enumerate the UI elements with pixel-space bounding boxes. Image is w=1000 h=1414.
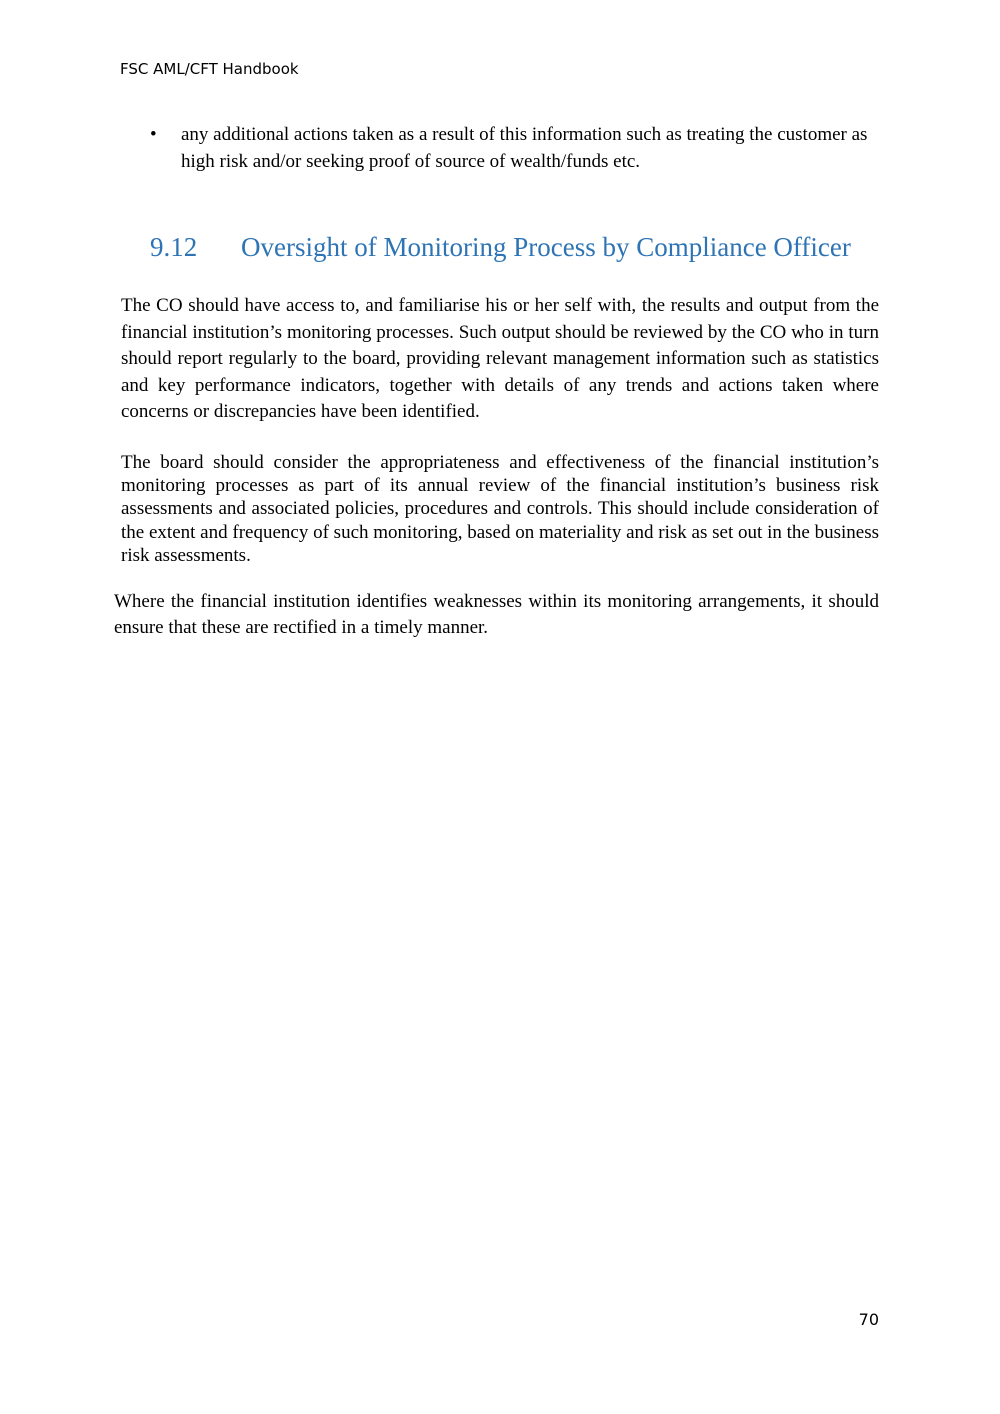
paragraph-weaknesses: Where the financial institution identifies weaknesses within its monitoring arrangements, it should ensure that these are rectified in a timely manner.	[114, 591, 879, 638]
section-title: Oversight of Monitoring Process by Compliance Officer	[241, 232, 851, 262]
list-item-text: any additional actions taken as a result of this information such as treating the customer as high risk and/or seeking proof of source of wealth/funds etc.	[181, 124, 868, 172]
list-item	[150, 121, 880, 175]
page-number: 70	[858, 1310, 879, 1329]
section-number: 9.12	[150, 232, 198, 262]
paragraph-board-review: The board should consider the appropriateness and effectiveness of the financial institution’s monitoring processes as part of its annual review of the financial institution’s business risk assessments and associated policies, procedures and controls. This should include consideration of the extent and frequency of such monitoring, based on materiality and risk as set out in the business risk assessments.	[121, 452, 879, 566]
bullet-icon: •	[150, 124, 157, 145]
section-heading	[150, 229, 851, 265]
paragraph-co-access: The CO should have access to, and familiarise his or her self with, the results and output from the financial institution’s monitoring processes. Such output should be reviewed by the CO who in turn should report regularly to the board, providing relevant management information such as statistics and key performance indicators, together with details of any trends and actions taken where concerns or discrepancies have been identified.	[121, 295, 879, 422]
bullet-list	[150, 121, 880, 175]
running-header: FSC AML/CFT Handbook	[120, 60, 299, 78]
